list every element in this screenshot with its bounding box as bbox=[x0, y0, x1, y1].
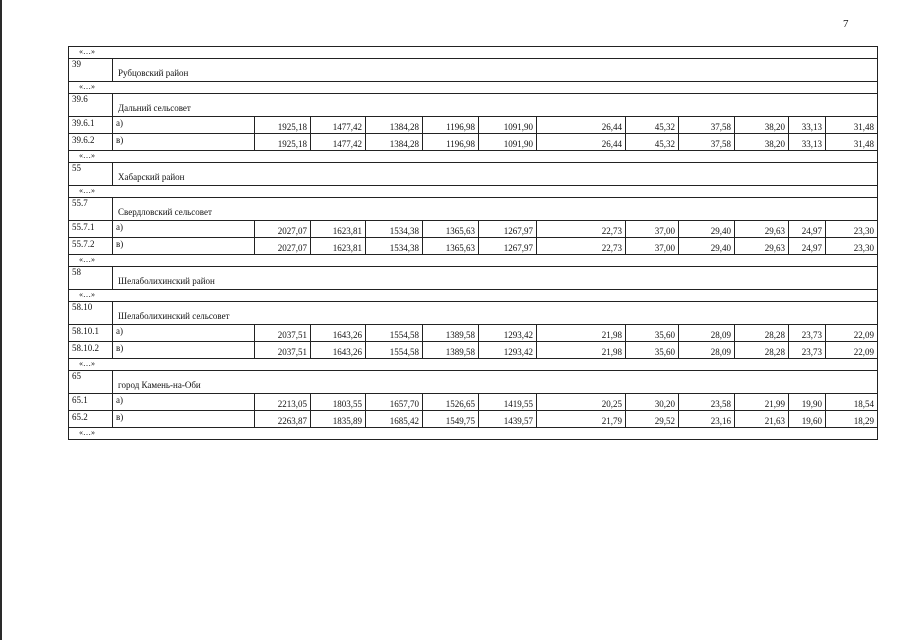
value-cell: 23,58 bbox=[679, 394, 735, 410]
value-cell: 2027,07 bbox=[255, 238, 311, 254]
value-cell: 22,73 bbox=[537, 221, 626, 237]
ellipsis-text: «…» bbox=[79, 255, 95, 264]
value-cell: 23,30 bbox=[853, 226, 874, 236]
value-cell: 2037,51 bbox=[255, 342, 311, 358]
row-letter-cell: в) bbox=[113, 411, 255, 427]
section-number: 39.6 bbox=[69, 94, 113, 116]
table-row bbox=[69, 341, 877, 358]
value-cell: 20,25 bbox=[537, 394, 626, 410]
value-cell: 1623,81 bbox=[311, 221, 366, 237]
section-name: город Камень-на-Оби bbox=[118, 380, 201, 390]
section-header-row bbox=[69, 301, 877, 324]
ellipsis-text: «…» bbox=[79, 47, 95, 56]
row-number-cell: 55.7.2 bbox=[69, 238, 113, 254]
ellipsis-row bbox=[69, 185, 877, 197]
value-cell: 1389,58 bbox=[423, 325, 479, 341]
row-letter-cell: в) bbox=[113, 134, 255, 150]
value-cell: 29,63 bbox=[735, 238, 789, 254]
row-letter-cell: а) bbox=[113, 221, 255, 237]
value-cell: 22,73 bbox=[537, 238, 626, 254]
value-cell: 29,40 bbox=[679, 238, 735, 254]
table-row bbox=[69, 410, 877, 427]
value-cell: 1365,63 bbox=[423, 238, 479, 254]
ellipsis-text: «…» bbox=[79, 428, 95, 437]
value-cell: 18,29 bbox=[853, 416, 874, 426]
value-cell: 2027,07 bbox=[255, 221, 311, 237]
ellipsis-row bbox=[69, 427, 877, 439]
row-letter-cell: а) bbox=[113, 117, 255, 133]
ellipsis-row bbox=[69, 358, 877, 370]
ellipsis-text: «…» bbox=[79, 290, 95, 299]
section-header-row bbox=[69, 266, 877, 289]
value-cell: 1554,58 bbox=[366, 325, 423, 341]
value-cell: 37,00 bbox=[626, 238, 679, 254]
value-cell: 21,98 bbox=[537, 325, 626, 341]
value-cell: 1554,58 bbox=[366, 342, 423, 358]
row-letter-cell: а) bbox=[113, 394, 255, 410]
value-cell: 28,09 bbox=[679, 325, 735, 341]
value-cell: 1365,63 bbox=[423, 221, 479, 237]
value-cell: 1384,28 bbox=[366, 134, 423, 150]
table-row bbox=[69, 393, 877, 410]
value-cell: 1196,98 bbox=[423, 134, 479, 150]
value-cell: 1384,28 bbox=[366, 117, 423, 133]
value-cell: 38,20 bbox=[735, 134, 789, 150]
section-header-row bbox=[69, 93, 877, 116]
value-cell: 2263,87 bbox=[255, 411, 311, 427]
value-cell: 37,00 bbox=[626, 221, 679, 237]
row-number-cell: 65.2 bbox=[69, 411, 113, 427]
value-cell: 45,32 bbox=[626, 117, 679, 133]
value-cell: 30,20 bbox=[626, 394, 679, 410]
value-cell: 1196,98 bbox=[423, 117, 479, 133]
value-cell: 1643,26 bbox=[311, 342, 366, 358]
section-number: 39 bbox=[69, 59, 113, 81]
value-cell: 29,63 bbox=[735, 221, 789, 237]
value-cell: 18,54 bbox=[853, 399, 874, 409]
section-number: 58 bbox=[69, 267, 113, 289]
value-cell: 2037,51 bbox=[255, 325, 311, 341]
value-cell: 23,73 bbox=[789, 342, 826, 358]
ellipsis-row bbox=[69, 81, 877, 93]
ellipsis-text: «…» bbox=[79, 151, 95, 160]
value-cell: 35,60 bbox=[626, 325, 679, 341]
section-number: 55.7 bbox=[69, 198, 113, 220]
value-cell: 1925,18 bbox=[255, 134, 311, 150]
table-row bbox=[69, 237, 877, 254]
value-cell: 1534,38 bbox=[366, 238, 423, 254]
value-cell: 1803,55 bbox=[311, 394, 366, 410]
section-header-row bbox=[69, 162, 877, 185]
value-cell: 1477,42 bbox=[311, 117, 366, 133]
value-cell: 21,79 bbox=[537, 411, 626, 427]
section-name: Свердловский сельсовет bbox=[118, 207, 212, 217]
value-cell: 1091,90 bbox=[479, 117, 537, 133]
value-cell: 1835,89 bbox=[311, 411, 366, 427]
table-row bbox=[69, 133, 877, 150]
ellipsis-row bbox=[69, 47, 877, 58]
value-cell: 1685,42 bbox=[366, 411, 423, 427]
value-cell: 1439,57 bbox=[479, 411, 537, 427]
value-cell: 28,28 bbox=[735, 325, 789, 341]
value-cell: 21,63 bbox=[735, 411, 789, 427]
ellipsis-row bbox=[69, 254, 877, 266]
value-cell: 33,13 bbox=[789, 134, 826, 150]
section-header-row bbox=[69, 370, 877, 393]
value-cell: 22,09 bbox=[853, 330, 874, 340]
section-name: Шелаболихинский район bbox=[118, 276, 215, 286]
section-name: Хабарский район bbox=[118, 172, 185, 182]
value-cell: 37,58 bbox=[679, 117, 735, 133]
value-cell: 26,44 bbox=[537, 117, 626, 133]
value-cell: 28,28 bbox=[735, 342, 789, 358]
row-number-cell: 55.7.1 bbox=[69, 221, 113, 237]
row-letter-cell: а) bbox=[113, 325, 255, 341]
row-letter-cell: в) bbox=[113, 238, 255, 254]
value-cell: 29,52 bbox=[626, 411, 679, 427]
row-letter-cell: в) bbox=[113, 342, 255, 358]
row-number-cell: 58.10.2 bbox=[69, 342, 113, 358]
ellipsis-row bbox=[69, 289, 877, 301]
value-cell: 37,58 bbox=[679, 134, 735, 150]
value-cell: 28,09 bbox=[679, 342, 735, 358]
scan-edge-shadow bbox=[0, 0, 2, 640]
ellipsis-text: «…» bbox=[79, 359, 95, 368]
value-cell: 1623,81 bbox=[311, 238, 366, 254]
section-name: Шелаболихинский сельсовет bbox=[118, 311, 230, 321]
ellipsis-row bbox=[69, 150, 877, 162]
section-name: Рубцовский район bbox=[118, 68, 189, 78]
value-cell: 1657,70 bbox=[366, 394, 423, 410]
value-cell: 1267,97 bbox=[479, 238, 537, 254]
section-header-row bbox=[69, 197, 877, 220]
row-number-cell: 58.10.1 bbox=[69, 325, 113, 341]
section-number: 58.10 bbox=[69, 302, 113, 324]
value-cell: 1477,42 bbox=[311, 134, 366, 150]
table-row bbox=[69, 220, 877, 237]
row-number-cell: 39.6.2 bbox=[69, 134, 113, 150]
value-cell: 1534,38 bbox=[366, 221, 423, 237]
value-cell: 24,97 bbox=[789, 221, 826, 237]
value-cell: 31,48 bbox=[853, 139, 874, 149]
row-number-cell: 39.6.1 bbox=[69, 117, 113, 133]
value-cell: 29,40 bbox=[679, 221, 735, 237]
value-cell: 31,48 bbox=[853, 122, 874, 132]
value-cell: 38,20 bbox=[735, 117, 789, 133]
section-number: 55 bbox=[69, 163, 113, 185]
value-cell: 23,16 bbox=[679, 411, 735, 427]
page-number: 7 bbox=[843, 18, 849, 30]
value-cell: 19,60 bbox=[789, 411, 826, 427]
value-cell: 1419,55 bbox=[479, 394, 537, 410]
table-row bbox=[69, 116, 877, 133]
value-cell: 35,60 bbox=[626, 342, 679, 358]
value-cell: 1643,26 bbox=[311, 325, 366, 341]
table-row bbox=[69, 324, 877, 341]
ellipsis-text: «…» bbox=[79, 186, 95, 195]
ellipsis-text: «…» bbox=[79, 82, 95, 91]
value-cell: 24,97 bbox=[789, 238, 826, 254]
tariff-table bbox=[68, 46, 878, 440]
value-cell: 26,44 bbox=[537, 134, 626, 150]
section-number: 65 bbox=[69, 371, 113, 393]
value-cell: 45,32 bbox=[626, 134, 679, 150]
value-cell: 1549,75 bbox=[423, 411, 479, 427]
value-cell: 1091,90 bbox=[479, 134, 537, 150]
value-cell: 1526,65 bbox=[423, 394, 479, 410]
value-cell: 1293,42 bbox=[479, 325, 537, 341]
value-cell: 21,99 bbox=[735, 394, 789, 410]
value-cell: 1267,97 bbox=[479, 221, 537, 237]
section-header-row bbox=[69, 58, 877, 81]
value-cell: 21,98 bbox=[537, 342, 626, 358]
value-cell: 22,09 bbox=[853, 347, 874, 357]
value-cell: 23,30 bbox=[853, 243, 874, 253]
value-cell: 2213,05 bbox=[255, 394, 311, 410]
value-cell: 1293,42 bbox=[479, 342, 537, 358]
value-cell: 23,73 bbox=[789, 325, 826, 341]
section-name: Дальний сельсовет bbox=[118, 103, 191, 113]
value-cell: 1389,58 bbox=[423, 342, 479, 358]
value-cell: 33,13 bbox=[789, 117, 826, 133]
value-cell: 19,90 bbox=[789, 394, 826, 410]
value-cell: 1925,18 bbox=[255, 117, 311, 133]
row-number-cell: 65.1 bbox=[69, 394, 113, 410]
